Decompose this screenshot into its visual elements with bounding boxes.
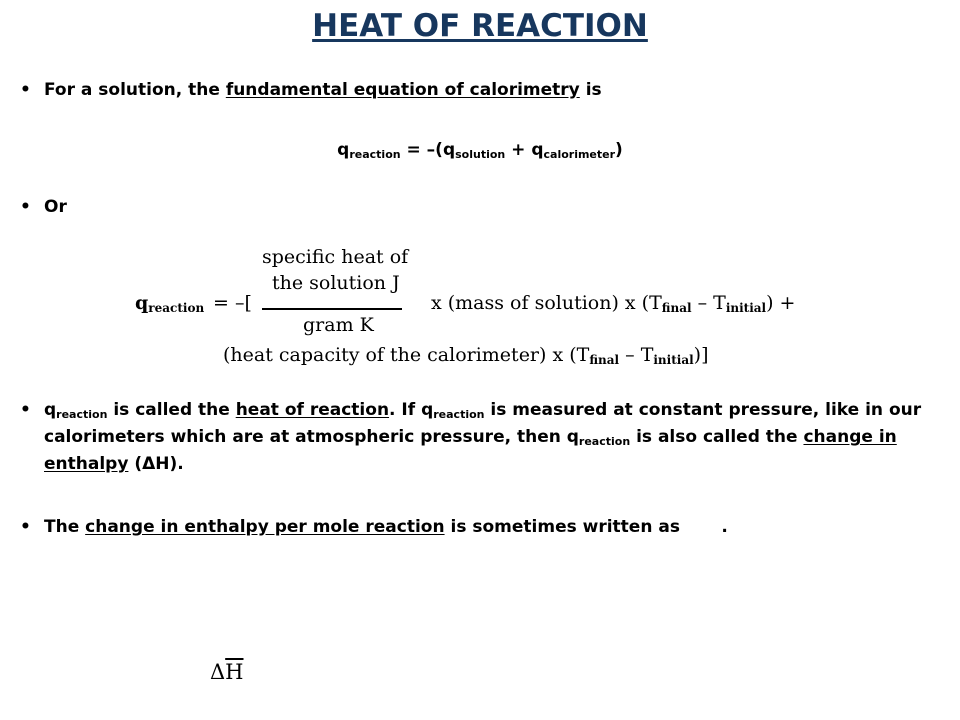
- term-enthalpy-per-mole: change in enthalpy per mole reaction: [85, 517, 445, 537]
- expanded-heat-formula: [135, 240, 855, 375]
- formula-mass-term: x (mass of solution) x $(T_{final} - T_{initial})$ +: [431, 292, 796, 315]
- bullet-marker: •: [20, 197, 31, 217]
- bullet-or: [20, 194, 950, 221]
- bullet-enthalpy-per-mole: [20, 514, 950, 541]
- delta-h-bar-symbol: $\Delta\overline{H}$: [210, 660, 244, 684]
- bullet-marker: •: [20, 400, 31, 420]
- bullet-marker: •: [20, 80, 31, 100]
- bullet-text: For a solution, the fundamental equation of calorimetry is: [44, 80, 602, 100]
- formula-calorimeter-term: (heat capacity of the calorimeter) x $(T_{final} - T_{initial})$]: [223, 344, 709, 367]
- term-heat-of-reaction: heat of reaction: [235, 400, 390, 420]
- bullet-fundamental-equation: [20, 77, 950, 104]
- fraction-numerator-line1: specific heat of: [262, 246, 409, 268]
- term-change-in-enthalpy: change in enthalpy: [44, 427, 897, 474]
- term-fundamental-equation: fundamental equation of calorimetry: [225, 80, 580, 100]
- fraction-denominator: gram K: [303, 314, 374, 336]
- slide-title: HEAT OF REACTION: [312, 8, 648, 44]
- fraction-numerator-line2: the solution J: [272, 272, 400, 294]
- bullet-heat-of-reaction: [20, 397, 950, 478]
- formula-q-reaction: $q_{reaction}$: [135, 292, 205, 315]
- formula-equals: = –[: [213, 292, 252, 314]
- bullet-text: The change in enthalpy per mole reaction is sometimes written as .: [44, 517, 728, 537]
- bullet-text: $q_{reaction}$ is called the heat of reaction. If $q_{reaction}$ is measured at constant pressure, like in our calorimeters which are at atmospheric pressure, then $q_{reaction}$ is also called the change in enthalpy (ΔH).: [44, 400, 922, 474]
- calorimetry-equation: $q_{reaction} = -(q_{solution} + q_{calorimeter})$: [337, 140, 623, 161]
- bullet-text: Or: [44, 197, 67, 217]
- bullet-marker: •: [20, 517, 31, 537]
- fraction-bar: [262, 308, 402, 310]
